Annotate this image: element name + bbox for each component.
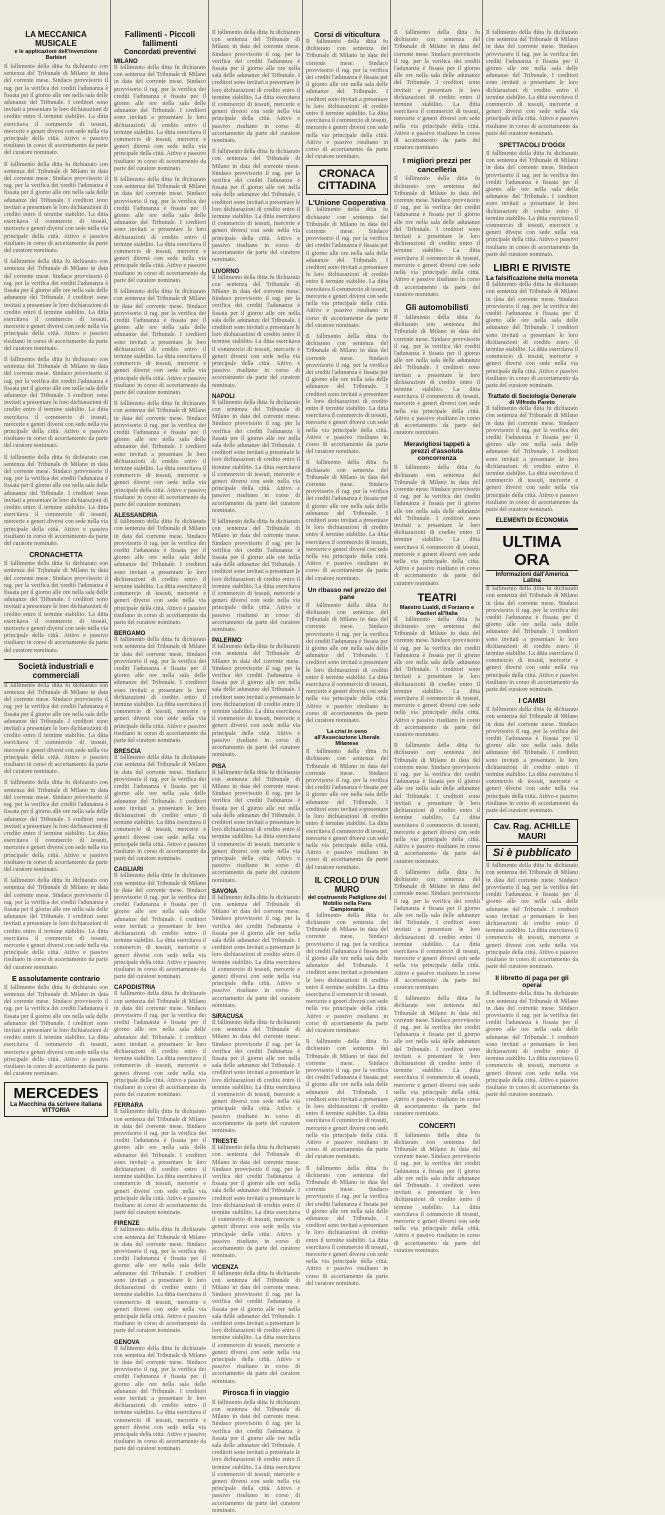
city-palermo: PALERMO <box>212 638 242 645</box>
list-genova: Il fallimento della ditta fu dichiarato con sentenza del Tribunale di Milano in data del corrente mese. Sindaco provvisorio il rag. per la verifica dei crediti l'adunanza è fissata per il giorno alle ore nella sala delle adunanze del Tribunale. I creditori sono invitati a presentare le loro dichiarazioni di credito entro il termine stabilito. La ditta esercitava il commercio di tessuti, mercerie e generi diversi con sede nella via principale della città. Attivo e passivo risultano in corso di accertamento da parte del curatore nominato. <box>114 1345 206 1453</box>
masthead-cronaca <box>306 165 388 195</box>
article-ribasso: Il fallimento della ditta fu dichiarato con sentenza del Tribunale di Milano in data del corrente mese. Sindaco provvisorio il rag. per la verifica dei crediti l'adunanza è fissata per il giorno alle ore nella sala delle adunanze del Tribunale. I creditori sono invitati a presentare le loro dichiarazioni di credito entro il termine stabilito. La ditta esercitava il commercio di tessuti, mercerie e generi diversi con sede nella via principale della città. Attivo e passivo risultano in corso di accertamento da parte del curatore nominato. <box>306 602 388 725</box>
subhead-unione: L'Unione Cooperativa <box>308 198 386 208</box>
list-palermo: Il fallimento della ditta fu dichiarato con sentenza del Tribunale di Milano in data del corrente mese. Sindaco provvisorio il rag. per la verifica dei crediti l'adunanza è fissata per il giorno alle ore nella sala delle adunanze del Tribunale. I creditori sono invitati a presentare le loro dichiarazioni di credito entro il termine stabilito. La ditta esercitava il commercio di tessuti, mercerie e generi diversi con sede nella via principale della città. Attivo e passivo risultano in corso di accertamento da parte del curatore nominato. <box>212 644 300 759</box>
masthead-ultima-ora: ULTIMA ORA <box>502 534 562 570</box>
city-firenze: FIRENZE <box>114 1221 140 1228</box>
article-ultima-ora: Il fallimento della ditta fu dichiarato con sentenza del Tribunale di Milano in data del corrente mese. Sindaco provvisorio il rag. per la verifica dei crediti l'adunanza è fissata per il giorno alle ore nella sala delle adunanze del Tribunale. I creditori sono invitati a presentare le loro dichiarazioni di credito entro il termine stabilito. La ditta esercitava il commercio di tessuti, mercerie e generi diversi con sede nella via principale della città. Attivo e passivo risultano in corso di accertamento da parte del curatore nominato. <box>486 586 578 694</box>
headline-cancelleria: I migliori prezzi per cancelleria <box>402 156 472 175</box>
article-spettacoli: Il fallimento della ditta fu dichiarato con sentenza del Tribunale di Milano in data del corrente mese. Sindaco provvisorio il rag. per la verifica dei crediti l'adunanza è fissata per il giorno alle ore nella sala delle adunanze del Tribunale. I creditori sono invitati a presentare le loro dichiarazioni di credito entro il termine stabilito. La ditta esercitava il commercio di tessuti, mercerie e generi diversi con sede nella via principale della città. Attivo e passivo risultano in corso di accertamento da parte del curatore nominato. <box>486 151 578 258</box>
article-automobilisti: Il fallimento della ditta fu dichiarato con sentenza del Tribunale di Milano in data del corrente mese. Sindaco provvisorio il rag. per la verifica dei crediti l'adunanza è fissata per il giorno alle ore nella sala delle adunanze del Tribunale. I creditori sono invitati a presentare le loro dichiarazioni di credito entro il termine stabilito. La ditta esercitava il commercio di tessuti, mercerie e generi diversi con sede nella via principale della città. Attivo e passivo risultano in corso di accertamento da parte del curatore nominato. <box>394 314 480 437</box>
section-societa: Società industriali e commerciali <box>4 659 108 683</box>
subhead-america-latina: Informazioni dall'America Latina <box>486 570 578 586</box>
city-savona: SAVONA <box>212 888 238 895</box>
section-piroscafi: Pirosca fi in viaggio <box>222 1389 290 1397</box>
city-vicenza: VICENZA <box>212 1264 239 1271</box>
ad-mauri-title: Cav. Rag. ACHILLE MAURI <box>493 821 571 842</box>
section-libri-sub: La falsificazione della moneta <box>486 275 578 283</box>
article-cronachetta: Il fallimento della ditta fu dichiarato con sentenza del Tribunale di Milano in data del corrente mese. Sindaco provvisorio il rag. per la verifica dei crediti l'adunanza è fissata per il giorno alle ore nella sala delle adunanze del Tribunale. I creditori sono invitati a presentare le loro dichiarazioni di credito entro il termine stabilito. La ditta esercitava il commercio di tessuti, mercerie e generi diversi con sede nella via principale della città. Attivo e passivo risultano in corso di accertamento da parte del curatore nominato. <box>4 561 108 654</box>
column-rule <box>110 0 111 900</box>
section-contrario: E assolutamente contrario <box>12 975 100 983</box>
column-rule <box>390 0 391 900</box>
article-societa: Il fallimento della ditta fu dichiarato con sentenza del Tribunale di Milano in data del corrente mese. Sindaco provvisorio il rag. per la verifica dei crediti l'adunanza è fissata per il giorno alle ore nella sala delle adunanze del Tribunale. I creditori sono invitati a presentare le loro dichiarazioni di credito entro il termine stabilito. La ditta esercitava il commercio di tessuti, mercerie e generi diversi con sede nella via principale della città. Attivo e passivo risultano in corso di accertamento da parte del curatore nominato. Il fallimento della ditta fu dichiarato con sentenza del Tribunale di Milano in data del corrente mese. Sindaco provvisorio il rag. per la verifica dei crediti l'adunanza è fissata per il giorno alle ore nella sala delle adunanze del Tribunale. I creditori sono invitati a presentare le loro dichiarazioni di credito entro il termine stabilito. La ditta esercitava il commercio di tessuti, mercerie e generi diversi con sede nella via principale della città. Attivo e passivo risultano in corso di accertamento da parte del curatore nominato. Il fallimento della ditta fu dichiarato con sentenza del Tribunale di Milano in data del corrente mese. Sindaco provvisorio il rag. per la verifica dei crediti l'adunanza è fissata per il giorno alle ore nella sala delle adunanze del Tribunale. I creditori sono invitati a presentare le loro dichiarazioni di credito entro il termine stabilito. La ditta esercitava il commercio di tessuti, mercerie e generi diversi con sede nella via principale della città. Attivo e passivo risultano in corso di accertamento da parte del curatore nominato. <box>4 682 108 971</box>
list-brescia: Il fallimento della ditta fu dichiarato con sentenza del Tribunale di Milano in data del corrente mese. Sindaco provvisorio il rag. per la verifica dei crediti l'adunanza è fissata per il giorno alle ore nella sala delle adunanze del Tribunale. I creditori sono invitati a presentare le loro dichiarazioni di credito entro il termine stabilito. La ditta esercitava il commercio di tessuti, mercerie e generi diversi con sede nella via principale della città. Attivo e passivo risultano in corso di accertamento da parte del curatore nominato. <box>114 755 206 863</box>
column-5 <box>394 0 480 1254</box>
headline-viticultura: Corsi di viticultura <box>314 30 380 39</box>
article-libretto: Il fallimento della ditta fu dichiarato con sentenza del Tribunale di Milano in data del corrente mese. Sindaco provvisorio il rag. per la verifica dei crediti l'adunanza è fissata per il giorno alle ore nella sala delle adunanze del Tribunale. I creditori sono invitati a presentare le loro dichiarazioni di credito entro il termine stabilito. La ditta esercitava il commercio di tessuti, mercerie e generi diversi con sede nella via principale della città. Attivo e passivo risultano in corso di accertamento da parte del curatore nominato. <box>486 991 578 1099</box>
column-2 <box>114 0 206 1453</box>
city-bergamo: BERGAMO <box>114 631 146 638</box>
section-automobilisti: Gli automobilisti <box>405 302 469 312</box>
article-libri: Il fallimento della ditta fu dichiarato con sentenza del Tribunale di Milano in data del corrente mese. Sindaco provvisorio il rag. per la verifica dei crediti l'adunanza è fissata per il giorno alle ore nella sala delle adunanze del Tribunale. I creditori sono invitati a presentare le loro dichiarazioni di credito entro il termine stabilito. La ditta esercitava il commercio di tessuti, mercerie e generi diversi con sede nella via principale della città. Attivo e passivo risultano in corso di accertamento da parte del curatore nominato. <box>486 282 578 389</box>
article-cancelleria: Il fallimento della ditta fu dichiarato con sentenza del Tribunale di Milano in data del corrente mese. Sindaco provvisorio il rag. per la verifica dei crediti l'adunanza è fissata per il giorno alle ore nella sala delle adunanze del Tribunale. I creditori sono invitati a presentare le loro dichiarazioni di credito entro il termine stabilito. La ditta esercitava il commercio di tessuti, mercerie e generi diversi con sede nella via principale della città. Attivo e passivo risultano in corso di accertamento da parte del curatore nominato. <box>394 176 480 298</box>
article-trattato: Il fallimento della ditta fu dichiarato con sentenza del Tribunale di Milano in data del corrente mese. Sindaco provvisorio il rag. per la verifica dei crediti l'adunanza è fissata per il giorno alle ore nella sala delle adunanze del Tribunale. I creditori sono invitati a presentare le loro dichiarazioni di credito entro il termine stabilito. La ditta esercitava il commercio di tessuti, mercerie e generi diversi con sede nella via principale della città. Attivo e passivo risultano in corso di accertamento da parte del curatore nominato. <box>486 406 578 513</box>
city-capodistria: CAPODISTRIA <box>114 985 156 992</box>
list-capodistria: Il fallimento della ditta fu dichiarato con sentenza del Tribunale di Milano in data del corrente mese. Sindaco provvisorio il rag. per la verifica dei crediti l'adunanza è fissata per il giorno alle ore nella sala delle adunanze del Tribunale. I creditori sono invitati a presentare le loro dichiarazioni di credito entro il termine stabilito. La ditta esercitava il commercio di tessuti, mercerie e generi diversi con sede nella via principale della città. Attivo e passivo risultano in corso di accertamento da parte del curatore nominato. <box>114 991 206 1099</box>
section-teatri: TEATRI <box>417 591 457 604</box>
city-pisa: PISA <box>212 763 227 770</box>
list-napoli: Il fallimento della ditta fu dichiarato con sentenza del Tribunale di Milano in data del corrente mese. Sindaco provvisorio il rag. per la verifica dei crediti l'adunanza è fissata per il giorno alle ore nella sala delle adunanze del Tribunale. I creditori sono invitati a presentare le loro dichiarazioni di credito entro il termine stabilito. La ditta esercitava il commercio di tessuti, mercerie e generi diversi con sede nella via principale della città. Attivo e passivo risultano in corso di accertamento da parte del curatore nominato. Il fallimento della ditta fu dichiarato con sentenza del Tribunale di Milano in data del corrente mese. Sindaco provvisorio il rag. per la verifica dei crediti l'adunanza è fissata per il giorno alle ore nella sala delle adunanze del Tribunale. I creditori sono invitati a presentare le loro dichiarazioni di credito entro il termine stabilito. La ditta esercitava il commercio di tessuti, mercerie e generi diversi con sede nella via principale della città. Attivo e passivo risultano in corso di accertamento da parte del curatore nominato. <box>212 399 300 634</box>
ad-mercedes-sub: La Macchina da scrivere italiana <box>10 1102 102 1109</box>
list-pisa: Il fallimento della ditta fu dichiarato con sentenza del Tribunale di Milano in data del corrente mese. Sindaco provvisorio il rag. per la verifica dei crediti l'adunanza è fissata per il giorno alle ore nella sala delle adunanze del Tribunale. I creditori sono invitati a presentare le loro dichiarazioni di credito entro il termine stabilito. La ditta esercitava il commercio di tessuti, mercerie e generi diversi con sede nella via principale della città. Attivo e passivo risultano in corso di accertamento da parte del curatore nominato. <box>212 769 300 884</box>
column-4 <box>306 0 388 1287</box>
city-trieste: TRIESTE <box>212 1139 238 1146</box>
list-firenze: Il fallimento della ditta fu dichiarato con sentenza del Tribunale di Milano in data del corrente mese. Sindaco provvisorio il rag. per la verifica dei crediti l'adunanza è fissata per il giorno alle ore nella sala delle adunanze del Tribunale. I creditori sono invitati a presentare le loro dichiarazioni di credito entro il termine stabilito. La ditta esercitava il commercio di tessuti, mercerie e generi diversi con sede nella via principale della città. Attivo e passivo risultano in corso di accertamento da parte del curatore nominato. <box>114 1227 206 1335</box>
divider <box>486 528 578 530</box>
city-livorno: LIVORNO <box>212 268 240 275</box>
column-1 <box>4 0 108 1115</box>
ad-pubblicato <box>486 845 578 861</box>
article-crollo: Il fallimento della ditta fu dichiarato con sentenza del Tribunale di Milano in data del corrente mese. Sindaco provvisorio il rag. per la verifica dei crediti l'adunanza è fissata per il giorno alle ore nella sala delle adunanze del Tribunale. I creditori sono invitati a presentare le loro dichiarazioni di credito entro il termine stabilito. La ditta esercitava il commercio di tessuti, mercerie e generi diversi con sede nella via principale della città. Attivo e passivo risultano in corso di accertamento da parte del curatore nominato. Il fallimento della ditta fu dichiarato con sentenza del Tribunale di Milano in data del corrente mese. Sindaco provvisorio il rag. per la verifica dei crediti l'adunanza è fissata per il giorno alle ore nella sala delle adunanze del Tribunale. I creditori sono invitati a presentare le loro dichiarazioni di credito entro il termine stabilito. La ditta esercitava il commercio di tessuti, mercerie e generi diversi con sede nella via principale della città. Attivo e passivo risultano in corso di accertamento da parte del curatore nominato. Il fallimento della ditta fu dichiarato con sentenza del Tribunale di Milano in data del corrente mese. Sindaco provvisorio il rag. per la verifica dei crediti l'adunanza è fissata per il giorno alle ore nella sala delle adunanze del Tribunale. I creditori sono invitati a presentare le loro dichiarazioni di credito entro il termine stabilito. La ditta esercitava il commercio di tessuti, mercerie e generi diversi con sede nella via principale della città. Attivo e passivo risultano in corso di accertamento da parte del curatore nominato. <box>306 912 388 1287</box>
column-rule <box>302 0 303 900</box>
city-ferrara: FERRARA <box>114 1103 144 1110</box>
section-crollo: IL CROLLO D'UN MURO <box>314 875 380 894</box>
section-crisi: La crisi in seno all'Associazione Liberale Milanese <box>314 729 380 748</box>
subhead-barbieri: e le applicazioni dell'invenzione Barbieri <box>14 49 98 61</box>
article-concerti: Il fallimento della ditta fu dichiarato con sentenza del Tribunale di Milano in data del corrente mese. Sindaco provvisorio il rag. per la verifica dei crediti l'adunanza è fissata per il giorno alle ore nella sala delle adunanze del Tribunale. I creditori sono invitati a presentare le loro dichiarazioni di credito entro il termine stabilito. La ditta esercitava il commercio di tessuti, mercerie e generi diversi con sede nella via principale della città. Attivo e passivo risultano in corso di accertamento da parte del curatore nominato. <box>394 1132 480 1254</box>
section-economia: ELEMENTI DI ECONOMIA <box>495 518 569 525</box>
city-napoli: NAPOLI <box>212 393 235 400</box>
article-contrario: Il fallimento della ditta fu dichiarato con sentenza del Tribunale di Milano in data del corrente mese. Sindaco provvisorio il rag. per la verifica dei crediti l'adunanza è fissata per il giorno alle ore nella sala delle adunanze del Tribunale. I creditori sono invitati a presentare le loro dichiarazioni di credito entro il termine stabilito. La ditta esercitava il commercio di tessuti, mercerie e generi diversi con sede nella via principale della città. Attivo e passivo risultano in corso di accertamento da parte del curatore nominato. <box>4 984 108 1078</box>
section-trattato-sub: di Vilfredo Pareto <box>509 400 555 407</box>
list-vicenza: Il fallimento della ditta fu dichiarato con sentenza del Tribunale di Milano in data del corrente mese. Sindaco provvisorio il rag. per la verifica dei crediti l'adunanza è fissata per il giorno alle ore nella sala delle adunanze del Tribunale. I creditori sono invitati a presentare le loro dichiarazioni di credito entro il termine stabilito. La ditta esercitava il commercio di tessuti, mercerie e generi diversi con sede nella via principale della città. Attivo e passivo risultano in corso di accertamento da parte del curatore nominato. <box>212 1270 300 1385</box>
article-top: Il fallimento della ditta fu dichiarato con sentenza del Tribunale di Milano in data del corrente mese. Sindaco provvisorio il rag. per la verifica dei crediti l'adunanza è fissata per il giorno alle ore nella sala delle adunanze del Tribunale. I creditori sono invitati a presentare le loro dichiarazioni di credito entro il termine stabilito. La ditta esercitava il commercio di tessuti, mercerie e generi diversi con sede nella via principale della città. Attivo e passivo risultano in corso di accertamento da parte del curatore nominato. <box>394 30 480 152</box>
section-spettacoli: SPETTACOLI D'OGGI <box>499 142 565 150</box>
headline-meccanica: LA MECCANICA MUSICALE <box>25 30 87 48</box>
ad-mercedes-title: MERCEDES <box>13 1085 99 1103</box>
section-trattato: Trattato di Sociologia Generale <box>487 394 577 401</box>
list-livorno: Il fallimento della ditta fu dichiarato con sentenza del Tribunale di Milano in data del corrente mese. Sindaco provvisorio il rag. per la verifica dei crediti l'adunanza è fissata per il giorno alle ore nella sala delle adunanze del Tribunale. I creditori sono invitati a presentare le loro dichiarazioni di credito entro il termine stabilito. La ditta esercitava il commercio di tessuti, mercerie e generi diversi con sede nella via principale della città. Attivo e passivo risultano in corso di accertamento da parte del curatore nominato. <box>212 274 300 389</box>
article-piroscafi: Il fallimento della ditta fu dichiarato con sentenza del Tribunale di Milano in data del corrente mese. Sindaco provvisorio il rag. per la verifica dei crediti l'adunanza è fissata per il giorno alle ore nella sala delle adunanze del Tribunale. I creditori sono invitati a presentare le loro dichiarazioni di credito entro il termine stabilito. La ditta esercitava il commercio di tessuti, mercerie e generi diversi con sede nella via principale della città. Attivo e passivo risultano in corso di accertamento da parte del curatore nominato. <box>212 1399 300 1514</box>
list-alessandria: Il fallimento della ditta fu dichiarato con sentenza del Tribunale di Milano in data del corrente mese. Sindaco provvisorio il rag. per la verifica dei crediti l'adunanza è fissata per il giorno alle ore nella sala delle adunanze del Tribunale. I creditori sono invitati a presentare le loro dichiarazioni di credito entro il termine stabilito. La ditta esercitava il commercio di tessuti, mercerie e generi diversi con sede nella via principale della città. Attivo e passivo risultano in corso di accertamento da parte del curatore nominato. <box>114 519 206 627</box>
article-meccanica: Il fallimento della ditta fu dichiarato con sentenza del Tribunale di Milano in data del corrente mese. Sindaco provvisorio il rag. per la verifica dei crediti l'adunanza è fissata per il giorno alle ore nella sala delle adunanze del Tribunale. I creditori sono invitati a presentare le loro dichiarazioni di credito entro il termine stabilito. La ditta esercitava il commercio di tessuti, mercerie e generi diversi con sede nella via principale della città. Attivo e passivo risultano in corso di accertamento da parte del curatore nominato. Il fallimento della ditta fu dichiarato con sentenza del Tribunale di Milano in data del corrente mese. Sindaco provvisorio il rag. per la verifica dei crediti l'adunanza è fissata per il giorno alle ore nella sala delle adunanze del Tribunale. I creditori sono invitati a presentare le loro dichiarazioni di credito entro il termine stabilito. La ditta esercitava il commercio di tessuti, mercerie e generi diversi con sede nella via principale della città. Attivo e passivo risultano in corso di accertamento da parte del curatore nominato. Il fallimento della ditta fu dichiarato con sentenza del Tribunale di Milano in data del corrente mese. Sindaco provvisorio il rag. per la verifica dei crediti l'adunanza è fissata per il giorno alle ore nella sala delle adunanze del Tribunale. I creditori sono invitati a presentare le loro dichiarazioni di credito entro il termine stabilito. La ditta esercitava il commercio di tessuti, mercerie e generi diversi con sede nella via principale della città. Attivo e passivo risultano in corso di accertamento da parte del curatore nominato. Il fallimento della ditta fu dichiarato con sentenza del Tribunale di Milano in data del corrente mese. Sindaco provvisorio il rag. per la verifica dei crediti l'adunanza è fissata per il giorno alle ore nella sala delle adunanze del Tribunale. I creditori sono invitati a presentare le loro dichiarazioni di credito entro il termine stabilito. La ditta esercitava il commercio di tessuti, mercerie e generi diversi con sede nella via principale della città. Attivo e passivo risultano in corso di accertamento da parte del curatore nominato. Il fallimento della ditta fu dichiarato con sentenza del Tribunale di Milano in data del corrente mese. Sindaco provvisorio il rag. per la verifica dei crediti l'adunanza è fissata per il giorno alle ore nella sala delle adunanze del Tribunale. I creditori sono invitati a presentare le loro dichiarazioni di credito entro il termine stabilito. La ditta esercitava il commercio di tessuti, mercerie e generi diversi con sede nella via principale della città. Attivo e passivo risultano in corso di accertamento da parte del curatore nominato. <box>4 64 108 547</box>
city-milano: MILANO <box>114 59 138 65</box>
city-alessandria: ALESSANDRIA <box>114 513 158 520</box>
ad-pubblicato-title: Si è pubblicato <box>492 847 572 860</box>
list-trieste: Il fallimento della ditta fu dichiarato con sentenza del Tribunale di Milano in data del corrente mese. Sindaco provvisorio il rag. per la verifica dei crediti l'adunanza è fissata per il giorno alle ore nella sala delle adunanze del Tribunale. I creditori sono invitati a presentare le loro dichiarazioni di credito entro il termine stabilito. La ditta esercitava il commercio di tessuti, mercerie e generi diversi con sede nella via principale della città. Attivo e passivo risultano in corso di accertamento da parte del curatore nominato. <box>212 1145 300 1260</box>
ad-mercedes-sub2: VITTORIA <box>42 1108 70 1115</box>
city-genova: GENOVA <box>114 1339 140 1346</box>
section-concerti: CONCERTI <box>418 1122 456 1130</box>
list-continued: Il fallimento della ditta fu dichiarato con sentenza del Tribunale di Milano in data del corrente mese. Sindaco provvisorio il rag. per la verifica dei crediti l'adunanza è fissata per il giorno alle ore nella sala delle adunanze del Tribunale. I creditori sono invitati a presentare le loro dichiarazioni di credito entro il termine stabilito. La ditta esercitava il commercio di tessuti, mercerie e generi diversi con sede nella via principale della città. Attivo e passivo risultano in corso di accertamento da parte del curatore nominato. Il fallimento della ditta fu dichiarato con sentenza del Tribunale di Milano in data del corrente mese. Sindaco provvisorio il rag. per la verifica dei crediti l'adunanza è fissata per il giorno alle ore nella sala delle adunanze del Tribunale. I creditori sono invitati a presentare le loro dichiarazioni di credito entro il termine stabilito. La ditta esercitava il commercio di tessuti, mercerie e generi diversi con sede nella via principale della città. Attivo e passivo risultano in corso di accertamento da parte del curatore nominato. <box>212 30 300 264</box>
section-ribasso: Un ribasso nel prezzo del pane <box>307 586 387 601</box>
city-brescia: BRESCIA <box>114 749 142 756</box>
ad-mercedes <box>4 1082 108 1117</box>
section-crollo-sub: del costruendo Padiglione del Mobilio nella Fiera Campionaria <box>307 894 387 913</box>
section-tappeti: Meravigliosi tappeti a prezzi d'assoluta concorrenza <box>403 441 471 463</box>
article-crisi: Il fallimento della ditta fu dichiarato con sentenza del Tribunale di Milano in data del corrente mese. Sindaco provvisorio il rag. per la verifica dei crediti l'adunanza è fissata per il giorno alle ore nella sala delle adunanze del Tribunale. I creditori sono invitati a presentare le loro dichiarazioni di credito entro il termine stabilito. La ditta esercitava il commercio di tessuti, mercerie e generi diversi con sede nella via principale della città. Attivo e passivo risultano in corso di accertamento da parte del curatore nominato. <box>306 749 388 871</box>
column-6 <box>486 0 578 1099</box>
article-pubblicato: Il fallimento della ditta fu dichiarato con sentenza del Tribunale di Milano in data del corrente mese. Sindaco provvisorio il rag. per la verifica dei crediti l'adunanza è fissata per il giorno alle ore nella sala delle adunanze del Tribunale. I creditori sono invitati a presentare le loro dichiarazioni di credito entro il termine stabilito. La ditta esercitava il commercio di tessuti, mercerie e generi diversi con sede nella via principale della città. Attivo e passivo risultano in corso di accertamento da parte del curatore nominato. <box>486 863 578 971</box>
article-cambi: Il fallimento della ditta fu dichiarato con sentenza del Tribunale di Milano in data del corrente mese. Sindaco provvisorio il rag. per la verifica dei crediti l'adunanza è fissata per il giorno alle ore nella sala delle adunanze del Tribunale. I creditori sono invitati a presentare le loro dichiarazioni di credito entro il termine stabilito. La ditta esercitava il commercio di tessuti, mercerie e generi diversi con sede nella via principale della città. Attivo e passivo risultano in corso di accertamento da parte del curatore nominato. <box>486 707 578 815</box>
column-3 <box>212 0 300 1514</box>
column-rule <box>208 0 209 900</box>
list-cagliari: Il fallimento della ditta fu dichiarato con sentenza del Tribunale di Milano in data del corrente mese. Sindaco provvisorio il rag. per la verifica dei crediti l'adunanza è fissata per il giorno alle ore nella sala delle adunanze del Tribunale. I creditori sono invitati a presentare le loro dichiarazioni di credito entro il termine stabilito. La ditta esercitava il commercio di tessuti, mercerie e generi diversi con sede nella via principale della città. Attivo e passivo risultano in corso di accertamento da parte del curatore nominato. <box>114 873 206 981</box>
list-ferrara: Il fallimento della ditta fu dichiarato con sentenza del Tribunale di Milano in data del corrente mese. Sindaco provvisorio il rag. per la verifica dei crediti l'adunanza è fissata per il giorno alle ore nella sala delle adunanze del Tribunale. I creditori sono invitati a presentare le loro dichiarazioni di credito entro il termine stabilito. La ditta esercitava il commercio di tessuti, mercerie e generi diversi con sede nella via principale della città. Attivo e passivo risultano in corso di accertamento da parte del curatore nominato. <box>114 1109 206 1217</box>
section-libri: LIBRI E RIVISTE <box>493 263 571 275</box>
section-libretto: Il libretto di paga per gli operai <box>495 975 569 990</box>
ad-mauri <box>486 819 578 843</box>
list-savona: Il fallimento della ditta fu dichiarato con sentenza del Tribunale di Milano in data del corrente mese. Sindaco provvisorio il rag. per la verifica dei crediti l'adunanza è fissata per il giorno alle ore nella sala delle adunanze del Tribunale. I creditori sono invitati a presentare le loro dichiarazioni di credito entro il termine stabilito. La ditta esercitava il commercio di tessuti, mercerie e generi diversi con sede nella via principale della città. Attivo e passivo risultano in corso di accertamento da parte del curatore nominato. <box>212 894 300 1009</box>
article-viticultura: Il fallimento della ditta fu dichiarato con sentenza del Tribunale di Milano in data del corrente mese. Sindaco provvisorio il rag. per la verifica dei crediti l'adunanza è fissata per il giorno alle ore nella sala delle adunanze del Tribunale. I creditori sono invitati a presentare le loro dichiarazioni di credito entro il termine stabilito. La ditta esercitava il commercio di tessuti, mercerie e generi diversi con sede nella via principale della città. Attivo e passivo risultano in corso di accertamento da parte del curatore nominato. <box>306 39 388 161</box>
list-milano: Il fallimento della ditta fu dichiarato con sentenza del Tribunale di Milano in data del corrente mese. Sindaco provvisorio il rag. per la verifica dei crediti l'adunanza è fissata per il giorno alle ore nella sala delle adunanze del Tribunale. I creditori sono invitati a presentare le loro dichiarazioni di credito entro il termine stabilito. La ditta esercitava il commercio di tessuti, mercerie e generi diversi con sede nella via principale della città. Attivo e passivo risultano in corso di accertamento da parte del curatore nominato. Il fallimento della ditta fu dichiarato con sentenza del Tribunale di Milano in data del corrente mese. Sindaco provvisorio il rag. per la verifica dei crediti l'adunanza è fissata per il giorno alle ore nella sala delle adunanze del Tribunale. I creditori sono invitati a presentare le loro dichiarazioni di credito entro il termine stabilito. La ditta esercitava il commercio di tessuti, mercerie e generi diversi con sede nella via principale della città. Attivo e passivo risultano in corso di accertamento da parte del curatore nominato. Il fallimento della ditta fu dichiarato con sentenza del Tribunale di Milano in data del corrente mese. Sindaco provvisorio il rag. per la verifica dei crediti l'adunanza è fissata per il giorno alle ore nella sala delle adunanze del Tribunale. I creditori sono invitati a presentare le loro dichiarazioni di credito entro il termine stabilito. La ditta esercitava il commercio di tessuti, mercerie e generi diversi con sede nella via principale della città. Attivo e passivo risultano in corso di accertamento da parte del curatore nominato. Il fallimento della ditta fu dichiarato con sentenza del Tribunale di Milano in data del corrente mese. Sindaco provvisorio il rag. per la verifica dei crediti l'adunanza è fissata per il giorno alle ore nella sala delle adunanze del Tribunale. I creditori sono invitati a presentare le loro dichiarazioni di credito entro il termine stabilito. La ditta esercitava il commercio di tessuti, mercerie e generi diversi con sede nella via principale della città. Attivo e passivo risultano in corso di accertamento da parte del curatore nominato. <box>114 65 206 508</box>
article-top-right: Il fallimento della ditta fu dichiarato con sentenza del Tribunale di Milano in data del corrente mese. Sindaco provvisorio il rag. per la verifica dei crediti l'adunanza è fissata per il giorno alle ore nella sala delle adunanze del Tribunale. I creditori sono invitati a presentare le loro dichiarazioni di credito entro il termine stabilito. La ditta esercitava il commercio di tessuti, mercerie e generi diversi con sede nella via principale della città. Attivo e passivo risultano in corso di accertamento da parte del curatore nominato. <box>486 30 578 137</box>
list-siracusa: Il fallimento della ditta fu dichiarato con sentenza del Tribunale di Milano in data del corrente mese. Sindaco provvisorio il rag. per la verifica dei crediti l'adunanza è fissata per il giorno alle ore nella sala delle adunanze del Tribunale. I creditori sono invitati a presentare le loro dichiarazioni di credito entro il termine stabilito. La ditta esercitava il commercio di tessuti, mercerie e generi diversi con sede nella via principale della città. Attivo e passivo risultano in corso di accertamento da parte del curatore nominato. <box>212 1020 300 1135</box>
masthead-cronaca-title: CRONACA CITTADINA <box>317 168 377 193</box>
article-unione: Il fallimento della ditta fu dichiarato con sentenza del Tribunale di Milano in data del corrente mese. Sindaco provvisorio il rag. per la verifica dei crediti l'adunanza è fissata per il giorno alle ore nella sala delle adunanze del Tribunale. I creditori sono invitati a presentare le loro dichiarazioni di credito entro il termine stabilito. La ditta esercitava il commercio di tessuti, mercerie e generi diversi con sede nella via principale della città. Attivo e passivo risultano in corso di accertamento da parte del curatore nominato. Il fallimento della ditta fu dichiarato con sentenza del Tribunale di Milano in data del corrente mese. Sindaco provvisorio il rag. per la verifica dei crediti l'adunanza è fissata per il giorno alle ore nella sala delle adunanze del Tribunale. I creditori sono invitati a presentare le loro dichiarazioni di credito entro il termine stabilito. La ditta esercitava il commercio di tessuti, mercerie e generi diversi con sede nella via principale della città. Attivo e passivo risultano in corso di accertamento da parte del curatore nominato. Il fallimento della ditta fu dichiarato con sentenza del Tribunale di Milano in data del corrente mese. Sindaco provvisorio il rag. per la verifica dei crediti l'adunanza è fissata per il giorno alle ore nella sala delle adunanze del Tribunale. I creditori sono invitati a presentare le loro dichiarazioni di credito entro il termine stabilito. La ditta esercitava il commercio di tessuti, mercerie e generi diversi con sede nella via principale della città. Attivo e passivo risultano in corso di accertamento da parte del curatore nominato. <box>306 207 388 582</box>
column-rule <box>482 0 483 900</box>
city-siracusa: SIRACUSA <box>212 1014 244 1020</box>
section-cambi: I CAMBI <box>518 698 546 706</box>
section-cronachetta: CRONACHETTA <box>29 552 83 560</box>
article-teatri: Il fallimento della ditta fu dichiarato con sentenza del Tribunale di Milano in data del corrente mese. Sindaco provvisorio il rag. per la verifica dei crediti l'adunanza è fissata per il giorno alle ore nella sala delle adunanze del Tribunale. I creditori sono invitati a presentare le loro dichiarazioni di credito entro il termine stabilito. La ditta esercitava il commercio di tessuti, mercerie e generi diversi con sede nella via principale della città. Attivo e passivo risultano in corso di accertamento da parte del curatore nominato. Il fallimento della ditta fu dichiarato con sentenza del Tribunale di Milano in data del corrente mese. Sindaco provvisorio il rag. per la verifica dei crediti l'adunanza è fissata per il giorno alle ore nella sala delle adunanze del Tribunale. I creditori sono invitati a presentare le loro dichiarazioni di credito entro il termine stabilito. La ditta esercitava il commercio di tessuti, mercerie e generi diversi con sede nella via principale della città. Attivo e passivo risultano in corso di accertamento da parte del curatore nominato. Il fallimento della ditta fu dichiarato con sentenza del Tribunale di Milano in data del corrente mese. Sindaco provvisorio il rag. per la verifica dei crediti l'adunanza è fissata per il giorno alle ore nella sala delle adunanze del Tribunale. I creditori sono invitati a presentare le loro dichiarazioni di credito entro il termine stabilito. La ditta esercitava il commercio di tessuti, mercerie e generi diversi con sede nella via principale della città. Attivo e passivo risultano in corso di accertamento da parte del curatore nominato. Il fallimento della ditta fu dichiarato con sentenza del Tribunale di Milano in data del corrente mese. Sindaco provvisorio il rag. per la verifica dei crediti l'adunanza è fissata per il giorno alle ore nella sala delle adunanze del Tribunale. I creditori sono invitati a presentare le loro dichiarazioni di credito entro il termine stabilito. La ditta esercitava il commercio di tessuti, mercerie e generi diversi con sede nella via principale della città. Attivo e passivo risultano in corso di accertamento da parte del curatore nominato. <box>394 616 480 1118</box>
city-cagliari: CAGLIARI <box>114 867 143 874</box>
subhead-concordati: Concordati preventivi <box>124 49 196 56</box>
article-tappeti: Il fallimento della ditta fu dichiarato con sentenza del Tribunale di Milano in data del corrente mese. Sindaco provvisorio il rag. per la verifica dei crediti l'adunanza è fissata per il giorno alle ore nella sala delle adunanze del Tribunale. I creditori sono invitati a presentare le loro dichiarazioni di credito entro il termine stabilito. La ditta esercitava il commercio di tessuti, mercerie e generi diversi con sede nella via principale della città. Attivo e passivo risultano in corso di accertamento da parte del curatore nominato. <box>394 465 480 587</box>
headline-fallimenti: Fallimenti - Piccoli fallimenti <box>124 30 196 48</box>
list-bergamo: Il fallimento della ditta fu dichiarato con sentenza del Tribunale di Milano in data del corrente mese. Sindaco provvisorio il rag. per la verifica dei crediti l'adunanza è fissata per il giorno alle ore nella sala delle adunanze del Tribunale. I creditori sono invitati a presentare le loro dichiarazioni di credito entro il termine stabilito. La ditta esercitava il commercio di tessuti, mercerie e generi diversi con sede nella via principale della città. Attivo e passivo risultano in corso di accertamento da parte del curatore nominato. <box>114 637 206 745</box>
section-teatri-sub: Maestro Lualdi, di Forzano e Paolieri all'Italia <box>399 604 475 617</box>
